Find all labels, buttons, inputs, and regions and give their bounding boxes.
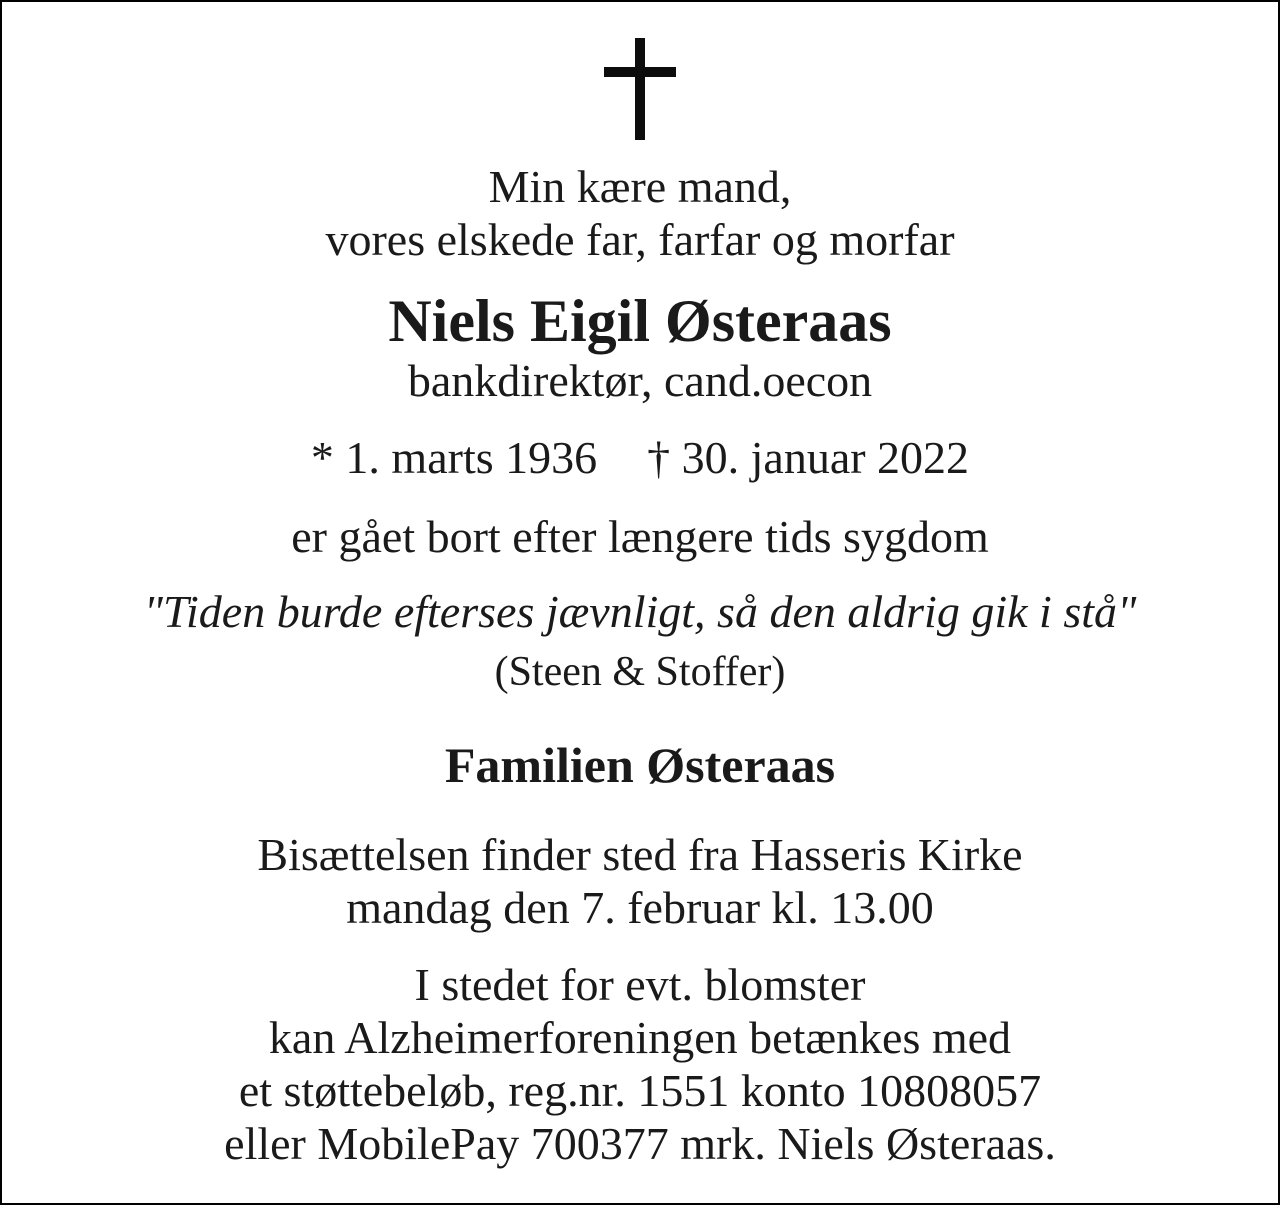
donation-line-4: eller MobilePay 700377 mrk. Niels Østeraas. — [224, 1118, 1056, 1169]
ceremony-block — [257, 828, 1022, 934]
donation-line-2: kan Alzheimerforeningen betænkes med — [268, 1012, 1012, 1063]
cross-container — [604, 38, 676, 140]
quote-attribution: (Steen & Stoffer) — [494, 649, 786, 695]
ceremony-line-2: mandag den 7. februar kl. 13.00 — [346, 882, 934, 933]
cause-line: er gået bort efter længere tids sygdom — [291, 511, 989, 562]
life-dates — [311, 431, 969, 484]
family-signature: Familien Østeraas — [444, 737, 836, 793]
intro-line-1: Min kære mand, — [488, 161, 792, 212]
latin-cross-icon — [604, 38, 676, 140]
birth-date: * 1. marts 1936 — [310, 432, 598, 483]
deceased-title: bankdirektør, cand.oecon — [407, 355, 873, 406]
intro-line-2: vores elskede far, farfar og morfar — [325, 214, 955, 265]
notice-content — [2, 2, 1278, 1170]
deceased-name: Niels Eigil Østeraas — [388, 288, 892, 354]
donation-block — [224, 958, 1056, 1170]
memorial-quote: "Tiden burde efterses jævnligt, så den aldrig gik i stå" — [143, 586, 1137, 637]
death-date: † 30. januar 2022 — [647, 432, 970, 483]
donation-line-1: I stedet for evt. blomster — [414, 959, 866, 1010]
intro-block — [325, 160, 954, 266]
donation-line-3: et støttebeløb, reg.nr. 1551 konto 10808057 — [238, 1065, 1042, 1116]
ceremony-line-1: Bisættelsen finder sted fra Hasseris Kirke — [257, 829, 1023, 880]
